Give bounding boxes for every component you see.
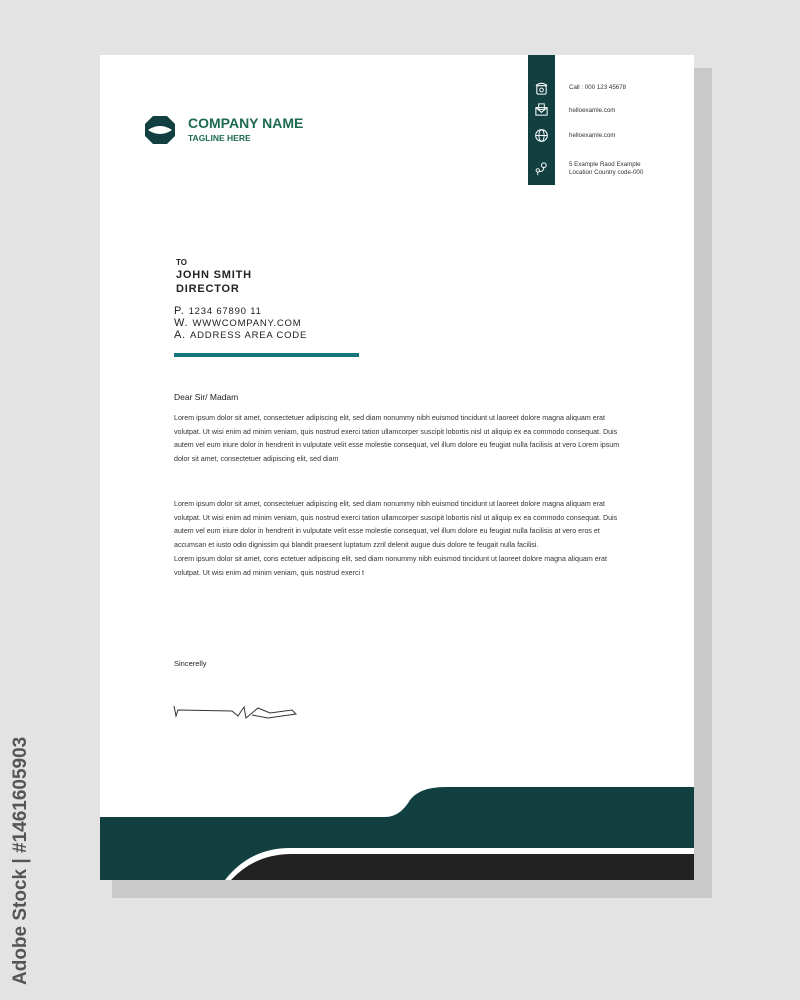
letterhead-page: [100, 55, 694, 880]
location-icon: [534, 161, 549, 176]
phone-icon: [534, 81, 549, 96]
body-paragraph-3: Lorem ipsum dolor sit amet, cons ectetuer adipiscing elit, sed diam nonummy nibh euismod tincidunt ut laoreet dolore magna aliquam erat volutpat. Ut wisi enim ad minim veniam, quis nostrud exerci t: [174, 554, 607, 577]
stock-watermark: Adobe Stock | #1461605903: [10, 736, 31, 985]
recipient-web-line: [174, 317, 301, 329]
recipient-web: WWWCOMPANY.COM: [192, 318, 302, 329]
to-label: TO: [176, 258, 187, 267]
company-tagline: TAGLINE HERE: [188, 133, 251, 143]
body-paragraph-1: Lorem ipsum dolor sit amet, consectetuer adipiscing elit, sed diam nonummy nibh euismod tincidunt ut laoreet dolore magna aliquam erat volutpat. Ut wisi enim ad minim veniam, quis nostrud exerci tation ullamcorper suscipit lobortis nisl ut aliquip ex ea commodo consequat. Duis autem vel eum iriure dolor in hendrerit in vulputate velit esse molestie consequat, vel illum dolore eu feugiat nulla facilisis at vero Lorem ipsum dolor sit amet, consectetuer adipiscing elit, sed diam: [174, 414, 620, 464]
body-paragraph-group: [174, 498, 624, 580]
recipient-address-line: [174, 329, 307, 341]
company-logo-icon: [144, 115, 176, 145]
web-label: W.: [174, 317, 189, 329]
recipient-phone-line: [174, 305, 262, 317]
company-name: COMPANY NAME: [188, 115, 304, 131]
accent-divider: [174, 353, 359, 357]
contact-address: [569, 161, 643, 178]
phone-label: P.: [174, 305, 185, 317]
recipient-phone: 1234 67890 11: [188, 306, 262, 317]
contact-bar: [528, 55, 555, 185]
mail-icon: [534, 102, 549, 117]
recipient-title: DIRECTOR: [176, 283, 240, 295]
closing: Sincerelly: [174, 659, 207, 668]
body-paragraph-2: Lorem ipsum dolor sit amet, consectetuer adipiscing elit, sed diam nonummy nibh euismod tincidunt ut laoreet dolore magna aliquam erat volutpat. Ut wisi enim ad minim veniam, quis nostrud exerci tation ullamcorper suscipit lobortis nisl ut aliquip ex ea commodo consequat. Duis autem vel eum iriure dolor in hendrerit in vulputate velit esse molestie consequat, vel illum dolore eu feugiat nulla facilisis at vero eros et accumsan et iusto odio dignissim qui blandit praesent luptatum zzril delenit augue duis dolore te feugait nulla facilisi.: [174, 500, 618, 550]
signature: [172, 700, 302, 725]
contact-web: helloexamle.com: [569, 132, 616, 139]
contact-address-line2: Location Country code-000: [569, 169, 644, 177]
contact-phone: Call : 000 123 45678: [569, 84, 627, 91]
contact-address-line1: 5 Example Raod Example: [569, 161, 641, 168]
address-label: A.: [174, 329, 186, 341]
globe-icon: [534, 128, 549, 143]
recipient-address: ADDRESS AREA CODE: [190, 330, 308, 341]
recipient-name: JOHN SMITH: [176, 269, 252, 281]
salutation: Dear Sir/ Madam: [174, 392, 239, 402]
footer-decoration: [100, 780, 694, 880]
contact-email: helloexamle.com: [569, 107, 616, 114]
